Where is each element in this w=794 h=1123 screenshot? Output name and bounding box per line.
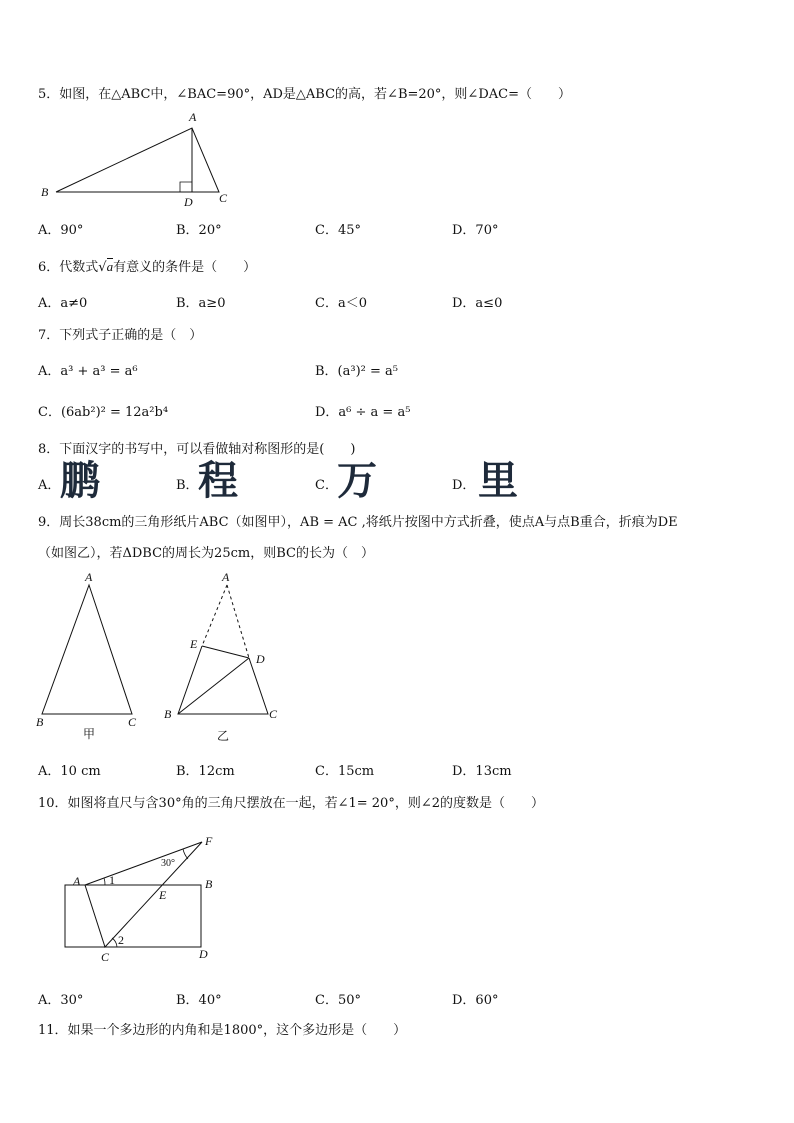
q7-option-a[interactable]: A．a³ + a³ = a⁶ xyxy=(38,364,138,379)
q9-option-b[interactable]: B．12cm xyxy=(176,764,235,779)
q9-jia-label-B: B xyxy=(36,715,44,729)
q11-stem: 11．如果一个多边形的内角和是1800°，这个多边形是（ ） xyxy=(38,1023,407,1038)
q9-yi-label-B: B xyxy=(164,707,172,721)
q8-option-c[interactable]: C． xyxy=(315,478,338,493)
q9-jia-triangle xyxy=(42,585,132,714)
q9-jia-caption: 甲 xyxy=(83,727,96,741)
q5-option-a[interactable]: A．90° xyxy=(38,223,84,238)
q5-stem: 5．如图，在△ABC中，∠BAC=90°，AD是△ABC的高，若∠B=20°，则∠DAC=（ ） xyxy=(38,87,571,102)
q10-label-D: D xyxy=(199,947,208,961)
q8-option-d[interactable]: D． xyxy=(452,478,476,493)
q5-figure xyxy=(36,108,236,208)
q10-angle30-arc xyxy=(183,849,188,859)
q7-option-b[interactable]: B．(a³)² = a⁵ xyxy=(315,364,398,379)
q8-option-b[interactable]: B． xyxy=(176,478,199,493)
q10-angle2-arc xyxy=(112,938,117,947)
q9-option-a[interactable]: A．10 cm xyxy=(38,764,101,779)
sqrt-symbol: √ xyxy=(98,260,107,275)
q5-right-angle-mark xyxy=(180,182,192,192)
q10-option-c[interactable]: C．50° xyxy=(315,993,361,1008)
q5-option-b[interactable]: B．20° xyxy=(176,223,222,238)
q5-label-A: A xyxy=(189,110,197,124)
q5-label-C: C xyxy=(219,191,228,205)
q6-suffix: 有意义的条件是（ ） xyxy=(113,260,257,275)
q9-yi-label-D: D xyxy=(256,652,265,666)
q10-label-angle1: 1 xyxy=(109,873,115,887)
q8-char-c[interactable]: 万 xyxy=(337,458,377,504)
q10-label-A: A xyxy=(73,874,81,888)
q8-stem: 8．下面汉字的书写中，可以看做轴对称图形的是( ) xyxy=(38,442,356,457)
q8-char-b[interactable]: 程 xyxy=(198,458,238,504)
q9-yi-label-A: A xyxy=(222,570,230,584)
q10-option-b[interactable]: B．40° xyxy=(176,993,222,1008)
q9-yi-label-C: C xyxy=(269,707,278,721)
q9-yi-dashed-right xyxy=(227,585,249,658)
q6-option-d[interactable]: D．a≤0 xyxy=(452,296,503,311)
q5-option-c[interactable]: C．45° xyxy=(315,223,361,238)
q10-label-C: C xyxy=(101,950,110,964)
q10-option-d[interactable]: D．60° xyxy=(452,993,499,1008)
q6-radicand: a xyxy=(106,259,114,274)
q9-stem-line2: （如图乙），若ΔDBC的周长为25cm，则BC的长为（ ） xyxy=(38,546,374,561)
q6-option-a[interactable]: A．a≠0 xyxy=(38,296,88,311)
q7-stem: 7．下列式子正确的是（ ） xyxy=(38,328,203,343)
q9-yi-crease-ED xyxy=(202,646,249,658)
q7-option-d[interactable]: D．a⁶ ÷ a = a⁵ xyxy=(315,405,411,420)
q10-option-a[interactable]: A．30° xyxy=(38,993,84,1008)
q5-label-D: D xyxy=(184,195,193,209)
q5-label-B: B xyxy=(41,185,49,199)
q10-label-E: E xyxy=(159,888,167,902)
q9-yi-dashed-left xyxy=(202,585,227,646)
q5-triangle xyxy=(56,128,219,192)
q9-yi-caption: 乙 xyxy=(217,729,230,743)
q6-prefix: 6．代数式 xyxy=(38,260,99,275)
q6-option-c[interactable]: C．a＜0 xyxy=(315,296,367,311)
q8-char-a[interactable]: 鹏 xyxy=(60,458,100,504)
q9-stem-line1: 9．周长38cm的三角形纸片ABC（如图甲），AB = AC ,将纸片按图中方式折叠，使点A与点B重合，折痕为DE xyxy=(38,515,678,530)
q9-figure-jia xyxy=(30,570,150,740)
q6-option-b[interactable]: B．a≥0 xyxy=(176,296,226,311)
q10-angle1-arc xyxy=(104,878,105,885)
q9-yi-label-E: E xyxy=(190,637,198,651)
q10-label-angle2: 2 xyxy=(118,933,124,947)
q9-option-d[interactable]: D．13cm xyxy=(452,764,512,779)
q6-stem xyxy=(38,256,256,275)
q10-label-F: F xyxy=(205,834,213,848)
q10-triangle-ruler xyxy=(85,842,202,947)
q9-jia-label-C: C xyxy=(128,715,137,729)
q9-yi-line-BD xyxy=(178,658,249,714)
q9-jia-label-A: A xyxy=(85,570,93,584)
q10-stem: 10．如图将直尺与含30°角的三角尺摆放在一起，若∠1= 20°，则∠2的度数是（ ） xyxy=(38,796,544,811)
q10-label-B: B xyxy=(205,877,213,891)
q10-figure xyxy=(55,830,225,965)
q9-option-c[interactable]: C．15cm xyxy=(315,764,375,779)
q10-label-angle30: 30° xyxy=(161,858,175,869)
q8-option-a[interactable]: A． xyxy=(38,478,61,493)
q9-figure-yi xyxy=(160,570,290,745)
q7-option-c[interactable]: C．(6ab²)² = 12a²b⁴ xyxy=(38,405,169,420)
q5-option-d[interactable]: D．70° xyxy=(452,223,499,238)
q8-char-d[interactable]: 里 xyxy=(478,458,518,504)
